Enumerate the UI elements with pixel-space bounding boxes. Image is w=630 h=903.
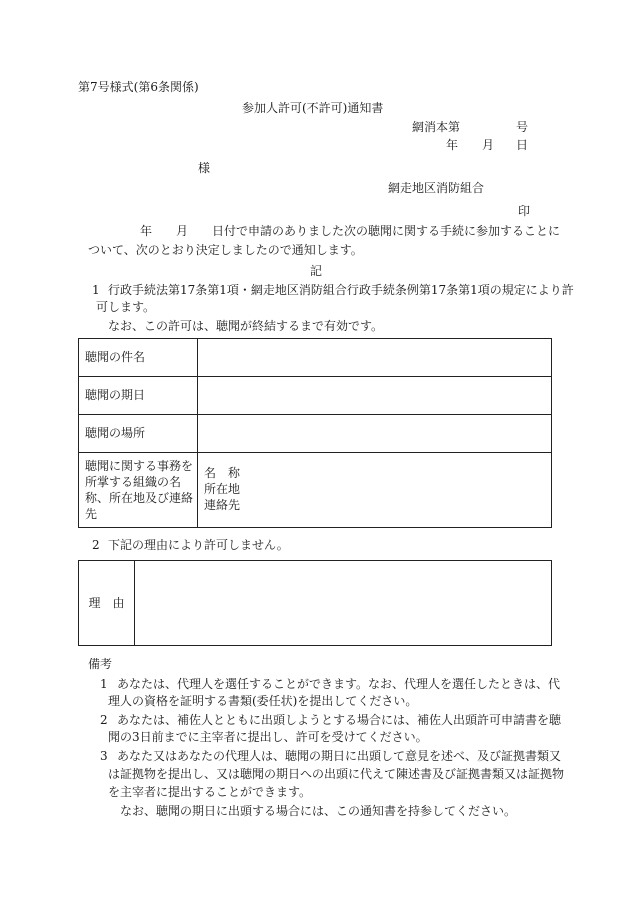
issuer-name: 網走地区消防組合 bbox=[388, 181, 485, 195]
remark3-line1: あなた又はあなたの代理人は、聴聞の期日に出頭して意見を述べ、及び証拠書類又 bbox=[117, 749, 562, 763]
hearing-subject-label: 聴聞の件名 bbox=[79, 339, 198, 377]
hearing-date-label: 聴聞の期日 bbox=[79, 377, 198, 415]
doc-number-prefix: 網消本第 bbox=[412, 120, 461, 134]
date-month: 月 bbox=[482, 138, 495, 152]
item1-line1: 行政手続法第17条第1項・網走地区消防組合行政手続条例第17条第1項の規定により許 bbox=[108, 283, 574, 297]
remark1-number: 1 bbox=[100, 677, 108, 691]
item1-note: なお、この許可は、聴聞が終結するまで有効です。 bbox=[108, 319, 384, 333]
remark3-number: 3 bbox=[100, 749, 108, 763]
table-row bbox=[79, 415, 552, 453]
remark1-line1: あなたは、代理人を選任することができます。なお、代理人を選任したときは、代 bbox=[117, 677, 561, 691]
item1-line2: 可します。 bbox=[96, 300, 156, 314]
date-year: 年 bbox=[446, 138, 459, 152]
item1-number: 1 bbox=[92, 283, 100, 297]
org-label bbox=[79, 453, 198, 528]
org-label-line: 称、所在地及び連絡 bbox=[85, 491, 194, 505]
remark2-line2: 聞の3日前までに主宰者に提出し、許可を受けてください。 bbox=[108, 730, 428, 744]
form-number: 第7号様式(第6条関係) bbox=[78, 80, 199, 94]
org-label-line: 所掌する組織の名 bbox=[85, 475, 182, 489]
intro-line2: ついて、次のとおり決定しましたので通知します。 bbox=[88, 243, 363, 257]
table-row bbox=[79, 453, 552, 528]
remark3-line2: は証拠物を提出し、又は聴聞の期日への出頭に代えて陳述書及び証拠書類又は証拠物 bbox=[108, 767, 565, 781]
item2-text: 下記の理由により許可しません。 bbox=[108, 538, 289, 552]
intro-line1: 日付で申請のありました次の聴聞に関する手続に参加することに bbox=[212, 224, 561, 238]
seal-mark: 印 bbox=[518, 204, 531, 218]
hearing-info-table bbox=[78, 338, 552, 528]
org-label-line: 聴聞に関する事務を bbox=[85, 459, 194, 473]
org-label-line: 先 bbox=[85, 507, 98, 521]
reason-value bbox=[135, 561, 552, 646]
hearing-place-label: 聴聞の場所 bbox=[79, 415, 198, 453]
reason-table bbox=[78, 560, 552, 646]
intro-year: 年 bbox=[140, 224, 153, 238]
ki-heading: 記 bbox=[310, 264, 323, 278]
hearing-place-value bbox=[198, 415, 552, 453]
table-row bbox=[79, 561, 552, 646]
table-row bbox=[79, 377, 552, 415]
reason-label: 理 由 bbox=[79, 561, 135, 646]
org-field-contact: 連絡先 bbox=[204, 498, 241, 512]
remark2-line1: あなたは、補佐人とともに出頭しようとする場合には、補佐人出頭許可申請書を聴 bbox=[117, 713, 562, 727]
doc-number-suffix: 号 bbox=[516, 120, 529, 134]
org-fields bbox=[198, 453, 552, 528]
intro-month: 月 bbox=[176, 224, 189, 238]
item2-number: 2 bbox=[92, 538, 100, 552]
org-field-address: 所在地 bbox=[204, 482, 241, 496]
remark3-line3: を主宰者に提出することができます。 bbox=[108, 785, 312, 799]
date-day: 日 bbox=[516, 138, 529, 152]
document-title: 参加人許可(不許可)通知書 bbox=[242, 101, 384, 115]
hearing-date-value bbox=[198, 377, 552, 415]
remark1-line2: 理人の資格を証明する書類(委任状)を提出してください。 bbox=[108, 694, 418, 708]
hearing-subject-value bbox=[198, 339, 552, 377]
org-field-name: 名 称 bbox=[204, 466, 241, 480]
remark2-number: 2 bbox=[100, 713, 108, 727]
remarks-final-note: なお、聴聞の期日に出頭する場合には、この通知書を持参してください。 bbox=[120, 804, 517, 818]
table-row bbox=[79, 339, 552, 377]
remarks-heading: 備考 bbox=[88, 657, 113, 671]
addressee-suffix: 様 bbox=[198, 161, 211, 175]
